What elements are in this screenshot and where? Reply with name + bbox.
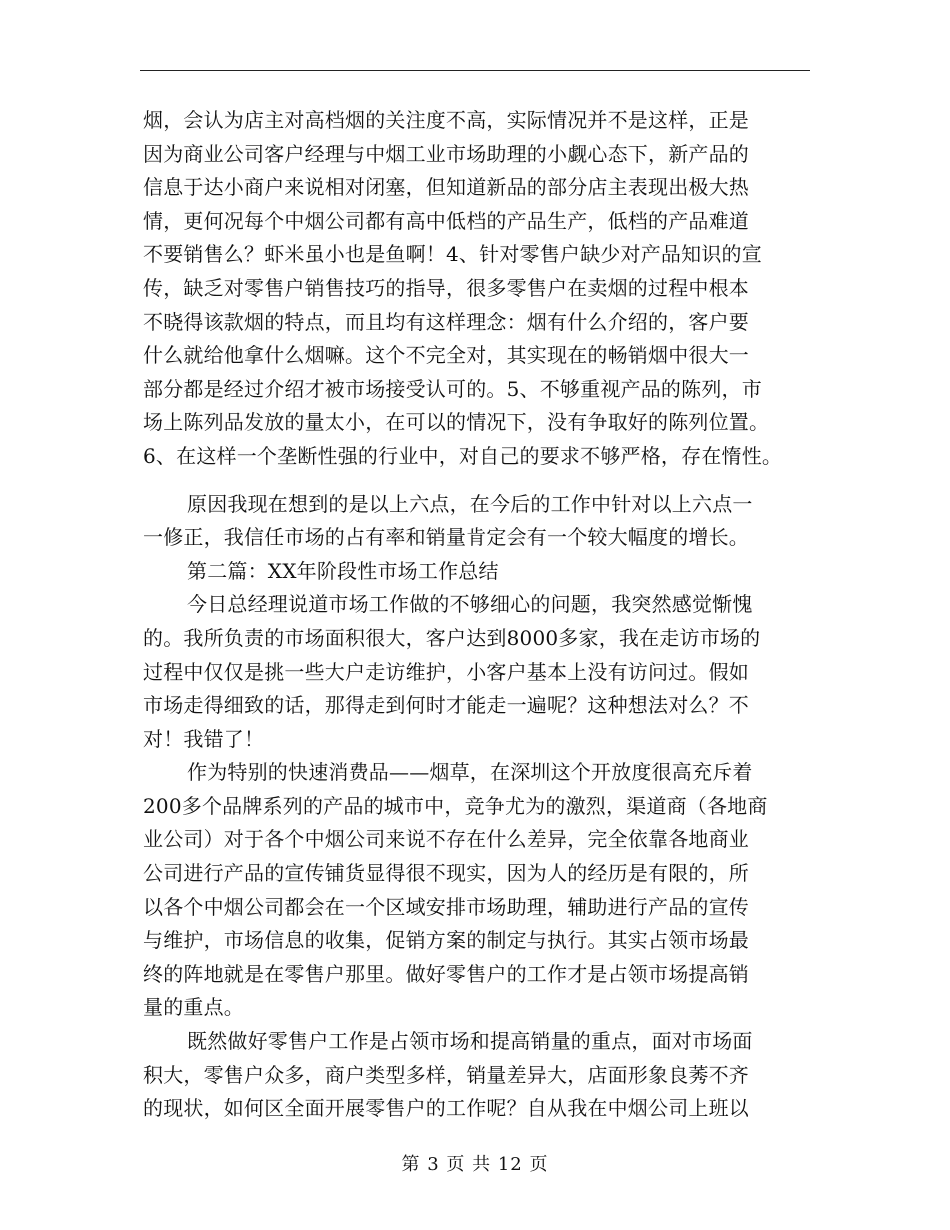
section-heading <box>143 555 823 589</box>
text-line: 的现状，如何区全面开展零售户的工作呢？自从我在中烟公司上班以 <box>143 1096 749 1121</box>
text-line: 因为商业公司客户经理与中烟工业市场助理的小觑心态下，新产品的 <box>143 141 749 166</box>
text-line: 既然做好零售户工作是占领市场和提高销量的重点，面对市场面 <box>187 1029 753 1054</box>
paragraph-3 <box>143 588 823 756</box>
page-number-footer: 第 3 页 共 12 页 <box>401 1154 549 1175</box>
text-line: 的。我所负责的市场面积很大，客户达到8000多家，我在走访市场的 <box>143 625 761 650</box>
text-line: 对！我错了！ <box>143 726 265 751</box>
text-line: 公司进行产品的宣传铺货显得很不现实，因为人的经历是有限的，所 <box>143 861 749 886</box>
paragraph-gap <box>143 474 823 488</box>
text-line: 部分都是经过介绍才被市场接受认可的。5、不够重视产品的陈列，市 <box>143 376 762 401</box>
text-line: 今日总经理说道市场工作做的不够细心的问题，我突然感觉惭愧 <box>187 592 753 617</box>
text-line: 不要销售么？虾米虽小也是鱼啊！4、针对零售户缺少对产品知识的宣 <box>143 242 762 267</box>
header-rule <box>140 70 810 71</box>
text-line: 市场走得细致的话，那得走到何时才能走一遍呢？这种想法对么？不 <box>143 693 749 718</box>
text-line: 量的重点。 <box>143 995 244 1020</box>
text-line: 作为特别的快速消费品——烟草，在深圳这个开放度很高充斥着 <box>187 760 753 785</box>
text-line: 传，缺乏对零售户销售技巧的指导，很多零售户在卖烟的过程中根本 <box>143 275 749 300</box>
text-line: 第二篇：XX年阶段性市场工作总结 <box>187 558 499 583</box>
text-line: 以各个中烟公司都会在一个区域安排市场助理，辅助进行产品的宣传 <box>143 894 749 919</box>
text-line: 什么就给他拿什么烟嘛。这个不完全对，其实现在的畅销烟中很大一 <box>143 343 749 368</box>
paragraph-4 <box>143 756 823 1025</box>
text-line: 信息于达小商户来说相对闭塞，但知道新品的部分店主表现出极大热 <box>143 175 749 200</box>
text-line: 6、在这样一个垄断性强的行业中，对自己的要求不够严格，存在惰性。 <box>143 443 783 468</box>
paragraph-2 <box>143 488 823 555</box>
text-line: 原因我现在想到的是以上六点，在今后的工作中针对以上六点一 <box>187 491 753 516</box>
text-line: 过程中仅仅是挑一些大户走访维护，小客户基本上没有访问过。假如 <box>143 659 749 684</box>
text-line: 一修正，我信任市场的占有率和销量肯定会有一个较大幅度的增长。 <box>143 525 749 550</box>
text-line: 业公司）对于各个中烟公司来说不存在什么差异，完全依靠各地商业 <box>143 827 749 852</box>
text-line: 情，更何况每个中烟公司都有高中低档的产品生产，低档的产品难道 <box>143 208 749 233</box>
text-line: 不晓得该款烟的特点，而且均有这样理念：烟有什么介绍的，客户要 <box>143 309 749 334</box>
text-line: 200多个品牌系列的产品的城市中，竞争尤为的激烈，渠道商（各地商 <box>143 793 768 818</box>
text-line: 烟，会认为店主对高档烟的关注度不高，实际情况并不是这样，正是 <box>143 108 749 132</box>
paragraph-1 <box>143 104 823 474</box>
document-body <box>143 104 823 1126</box>
text-line: 积大，零售户众多，商户类型多样，销量差异大，店面形象良莠不齐 <box>143 1062 749 1087</box>
text-line: 终的阵地就是在零售户那里。做好零售户的工作才是占领市场提高销 <box>143 961 749 986</box>
text-line: 场上陈列品发放的量太小，在可以的情况下，没有争取好的陈列位置。 <box>143 410 770 435</box>
paragraph-5 <box>143 1025 823 1126</box>
text-line: 与维护，市场信息的收集，促销方案的制定与执行。其实占领市场最 <box>143 928 749 953</box>
